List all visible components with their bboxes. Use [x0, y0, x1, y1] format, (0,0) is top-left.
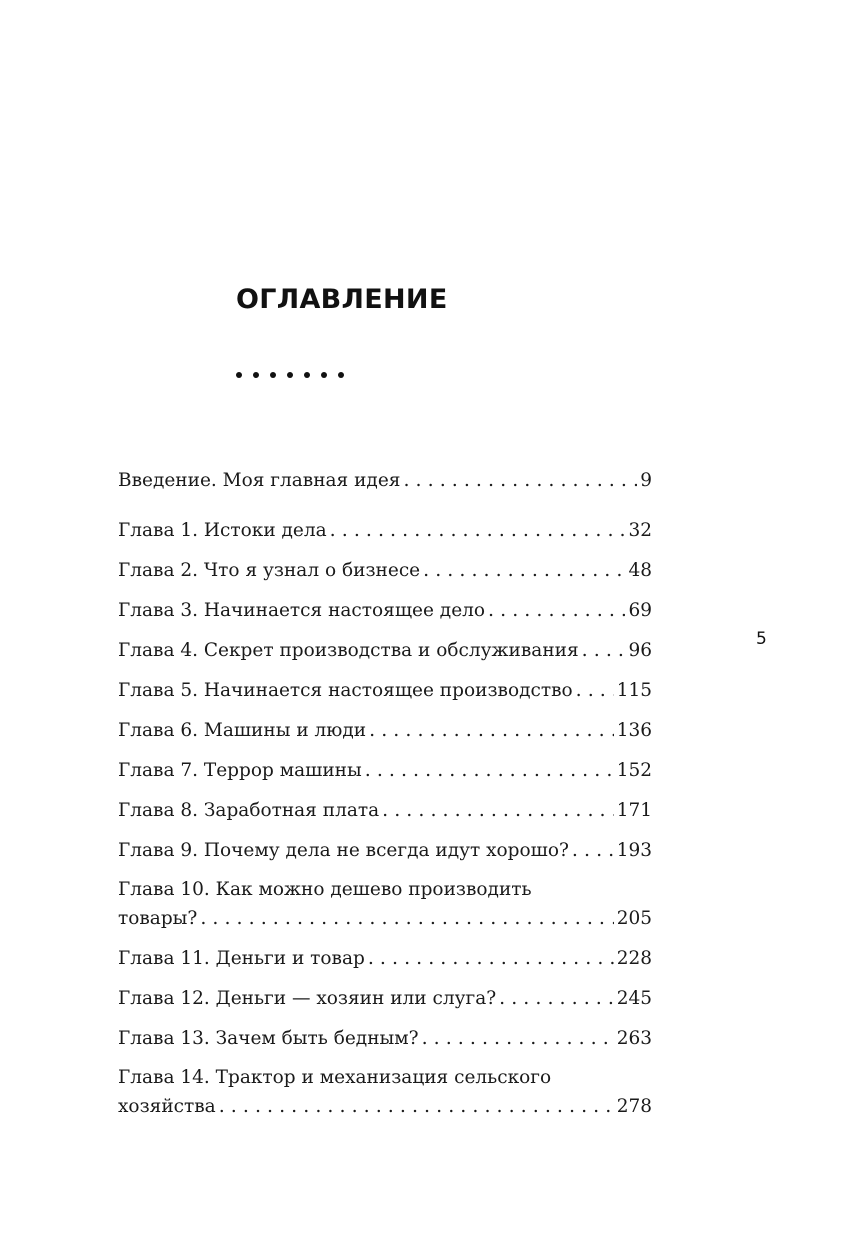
toc-entry-chapter-10[interactable] — [118, 876, 652, 933]
toc-entry-title-line1: Глава 10. Как можно дешево производить — [118, 879, 532, 900]
toc-entry-chapter-2[interactable] — [118, 556, 652, 585]
toc-entry-title: Введение. Моя главная идея — [118, 470, 401, 491]
toc-entry-second-line — [118, 904, 652, 933]
dot-leader — [576, 676, 614, 704]
toc-entry-title: Глава 7. Террор машины — [118, 760, 362, 781]
toc-entry-title: Глава 12. Деньги — хозяин или слуга? — [118, 988, 497, 1009]
toc-entry-chapter-7[interactable] — [118, 756, 652, 785]
toc-entry-title: Глава 1. Истоки дела — [118, 520, 327, 541]
toc-entry-page: 69 — [628, 600, 652, 621]
toc-entry-chapter-5[interactable] — [118, 676, 652, 705]
toc-entry-page: 152 — [616, 760, 652, 781]
toc-entry-title: Глава 6. Машины и люди — [118, 720, 367, 741]
toc-entry-page: 115 — [616, 680, 652, 701]
dot-leader — [582, 636, 626, 664]
dot-ornament — [253, 372, 259, 378]
toc-entry-chapter-4[interactable] — [118, 636, 652, 665]
dot-leader — [219, 1092, 614, 1120]
dot-ornament — [287, 372, 293, 378]
toc-entry-page: 96 — [628, 640, 652, 661]
dot-ornament — [338, 372, 344, 378]
toc-entry-title-line2: товары? — [118, 908, 198, 929]
dot-ornament — [270, 372, 276, 378]
dot-leader — [422, 1024, 614, 1052]
toc-entry-page: 205 — [616, 908, 652, 929]
dot-leader — [368, 944, 614, 972]
dot-leader — [499, 984, 614, 1012]
dot-leader — [423, 556, 625, 584]
toc-entry-page: 32 — [628, 520, 652, 541]
toc-entry-page: 245 — [616, 988, 652, 1009]
toc-entry-title-line1: Глава 14. Трактор и механизация сельского — [118, 1067, 552, 1088]
toc-entry-title: Глава 8. Заработная плата — [118, 800, 380, 821]
dot-leader — [330, 516, 626, 544]
dot-leader — [200, 904, 613, 932]
dot-ornament — [321, 372, 327, 378]
toc-entry-page: 228 — [616, 948, 652, 969]
toc-entry-page: 48 — [628, 560, 652, 581]
toc-entry-chapter-3[interactable] — [118, 596, 652, 625]
toc-entry-title-line2: хозяйства — [118, 1096, 216, 1117]
dot-leader — [403, 466, 637, 494]
toc-entry-page: 9 — [640, 470, 652, 491]
toc-entry-title: Глава 2. Что я узнал о бизнесе — [118, 560, 421, 581]
toc-entry-chapter-14[interactable] — [118, 1064, 652, 1121]
dot-leader — [369, 716, 614, 744]
toc-entry-chapter-13[interactable] — [118, 1024, 652, 1053]
toc-entry-chapter-6[interactable] — [118, 716, 652, 745]
toc-entry-title: Глава 13. Зачем быть бедным? — [118, 1028, 419, 1049]
toc-entry-page: 171 — [616, 800, 652, 821]
toc-entry-title: Глава 11. Деньги и товар — [118, 948, 365, 969]
dot-leader — [488, 596, 625, 624]
toc-entry-introduction[interactable] — [118, 466, 652, 495]
toc-entry-page: 278 — [616, 1096, 652, 1117]
decorative-dots-divider — [236, 372, 344, 378]
toc-entry-second-line — [118, 1092, 652, 1121]
dot-leader — [572, 836, 614, 864]
table-of-contents — [118, 466, 652, 1132]
toc-entry-chapter-12[interactable] — [118, 984, 652, 1013]
page-number: 5 — [756, 629, 767, 649]
toc-entry-title: Глава 5. Начинается настоящее производство — [118, 680, 573, 701]
toc-entry-chapter-9[interactable] — [118, 836, 652, 865]
toc-entry-title: Глава 9. Почему дела не всегда идут хорошо? — [118, 840, 569, 861]
dot-ornament — [236, 372, 242, 378]
page-title: ОГЛАВЛЕНИЕ — [236, 284, 448, 315]
toc-entry-page: 193 — [616, 840, 652, 861]
toc-entry-page: 263 — [616, 1028, 652, 1049]
dot-ornament — [304, 372, 310, 378]
dot-leader — [365, 756, 614, 784]
toc-entry-chapter-8[interactable] — [118, 796, 652, 825]
toc-entry-chapter-1[interactable] — [118, 516, 652, 545]
toc-entry-page: 136 — [616, 720, 652, 741]
dot-leader — [382, 796, 614, 824]
toc-entry-chapter-11[interactable] — [118, 944, 652, 973]
toc-entry-title: Глава 4. Секрет производства и обслуживания — [118, 640, 579, 661]
toc-entry-title: Глава 3. Начинается настоящее дело — [118, 600, 486, 621]
